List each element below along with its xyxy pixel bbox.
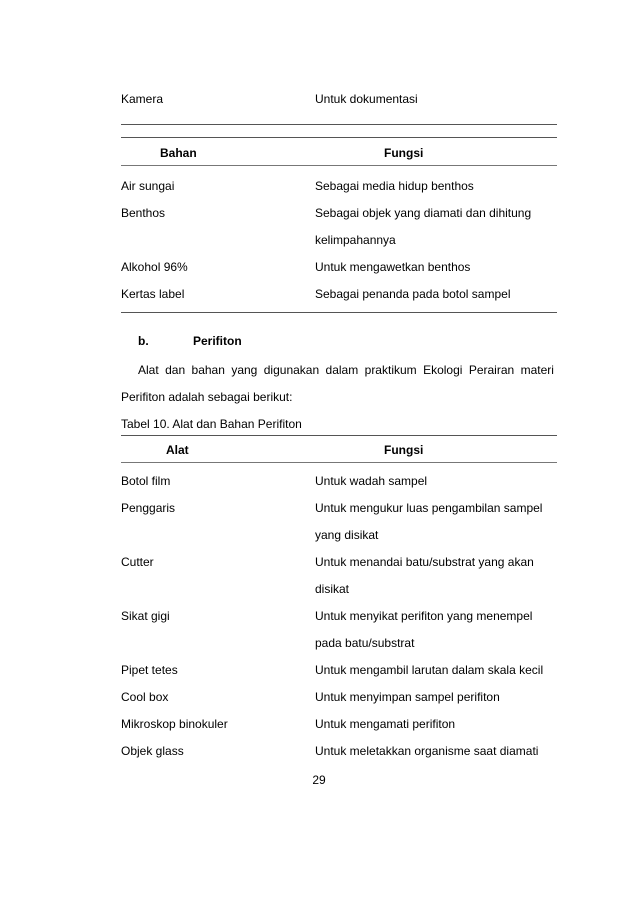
- bahan-header-col2: Fungsi: [384, 146, 424, 160]
- word: dan: [165, 363, 186, 377]
- table-cell-item: Kertas label: [121, 287, 185, 301]
- table-cell-item: Botol film: [121, 474, 171, 488]
- word: Ekologi: [423, 363, 463, 377]
- table-rule: [121, 165, 557, 166]
- word: dalam: [325, 363, 359, 377]
- table-rule: [121, 312, 557, 313]
- table-cell-function: Untuk mengawetkan benthos: [315, 260, 471, 274]
- table-cell-item: Pipet tetes: [121, 663, 178, 677]
- table-rule: [121, 124, 557, 125]
- table-caption: Tabel 10. Alat dan Bahan Perifiton: [121, 417, 302, 431]
- alat-header-col2: Fungsi: [384, 443, 424, 457]
- table-cell-item: Benthos: [121, 206, 166, 220]
- table-rule: [121, 435, 557, 436]
- table-cell-item: Sikat gigi: [121, 609, 170, 623]
- page-number: 29: [312, 773, 326, 787]
- table-cell-item: Air sungai: [121, 179, 175, 193]
- word: Alat: [138, 363, 159, 377]
- table-cell-item: Mikroskop binokuler: [121, 717, 228, 731]
- paragraph-line: Perifiton adalah sebagai berikut:: [121, 390, 293, 404]
- table-cell-function: yang disikat: [315, 528, 379, 542]
- table-cell-item: Cutter: [121, 555, 154, 569]
- table-rule: [121, 462, 557, 463]
- word: materi: [520, 363, 554, 377]
- word: praktikum: [364, 363, 417, 377]
- table-cell-item: Cool box: [121, 690, 169, 704]
- table-cell-item: Alkohol 96%: [121, 260, 188, 274]
- table-cell-item: Penggaris: [121, 501, 176, 515]
- table-cell-function: Untuk wadah sampel: [315, 474, 428, 488]
- prev-table-item: Kamera: [121, 92, 164, 106]
- table-cell-function: Sebagai penanda pada botol sampel: [315, 287, 511, 301]
- alat-header-col1: Alat: [166, 443, 189, 457]
- table-cell-function: Untuk mengamati perifiton: [315, 717, 456, 731]
- bahan-header-col1: Bahan: [160, 146, 197, 160]
- paragraph-line: [138, 363, 554, 377]
- section-marker: b.: [138, 334, 149, 348]
- word: digunakan: [263, 363, 320, 377]
- table-cell-item: Objek glass: [121, 744, 184, 758]
- table-cell-function: Untuk meletakkan organisme saat diamati: [315, 744, 539, 758]
- table-cell-function: pada batu/substrat: [315, 636, 415, 650]
- table-cell-function: Sebagai objek yang diamati dan dihitung: [315, 206, 532, 220]
- table-rule: [121, 137, 557, 138]
- table-cell-function: disikat: [315, 582, 350, 596]
- table-cell-function: Untuk menyikat perifiton yang menempel: [315, 609, 533, 623]
- word: yang: [231, 363, 258, 377]
- table-cell-function: kelimpahannya: [315, 233, 396, 247]
- section-title: Perifiton: [193, 334, 242, 348]
- word: Perairan: [468, 363, 515, 377]
- table-cell-function: Sebagai media hidup benthos: [315, 179, 474, 193]
- table-cell-function: Untuk mengukur luas pengambilan sampel: [315, 501, 543, 515]
- word: bahan: [191, 363, 225, 377]
- table-cell-function: Untuk menyimpan sampel perifiton: [315, 690, 500, 704]
- table-cell-function: Untuk menandai batu/substrat yang akan: [315, 555, 534, 569]
- prev-table-function: Untuk dokumentasi: [315, 92, 418, 106]
- table-cell-function: Untuk mengambil larutan dalam skala kecil: [315, 663, 544, 677]
